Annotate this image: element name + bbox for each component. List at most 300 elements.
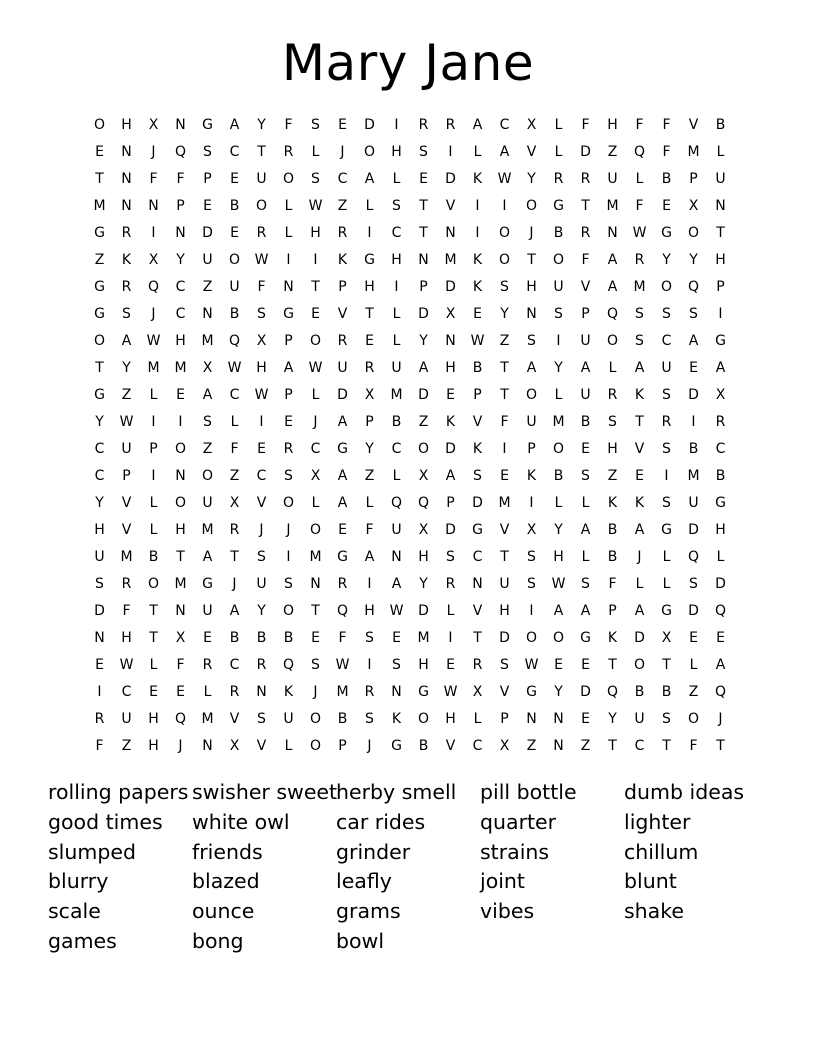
grid-letter: R: [445, 576, 456, 592]
grid-letter: B: [661, 171, 672, 187]
grid-letter: M: [687, 468, 700, 484]
grid-letter: O: [93, 333, 106, 349]
grid-letter: N: [121, 144, 132, 160]
grid-letter: C: [661, 333, 672, 349]
grid-letter: I: [286, 549, 291, 565]
grid-letter: U: [229, 279, 240, 295]
grid-letter: N: [553, 711, 564, 727]
grid-letter: I: [394, 279, 399, 295]
grid-letter: N: [472, 576, 483, 592]
grid-letter: X: [418, 468, 429, 484]
grid-letter: U: [580, 333, 591, 349]
grid-letter: E: [176, 684, 185, 700]
grid-letter: W: [119, 657, 134, 673]
grid-letter: H: [94, 522, 105, 538]
grid-letter: A: [337, 495, 348, 511]
grid-letter: P: [473, 387, 482, 403]
grid-letter: V: [256, 738, 267, 754]
grid-row: [86, 220, 736, 247]
grid-letter: S: [581, 468, 590, 484]
grid-letter: W: [308, 360, 323, 376]
grid-letter: E: [230, 171, 239, 187]
grid-letter: N: [553, 738, 564, 754]
grid-letter: J: [313, 414, 318, 430]
grid-letter: V: [337, 306, 348, 322]
grid-row: [86, 490, 736, 517]
grid-letter: V: [499, 522, 510, 538]
grid-letter: B: [229, 198, 240, 214]
grid-letter: O: [525, 630, 538, 646]
grid-letter: L: [203, 684, 212, 700]
grid-letter: H: [391, 144, 402, 160]
grid-letter: O: [282, 603, 295, 619]
grid-letter: A: [445, 468, 456, 484]
grid-letter: C: [391, 441, 402, 457]
grid-letter: M: [309, 549, 322, 565]
grid-letter: U: [391, 360, 402, 376]
grid-letter: L: [716, 549, 725, 565]
grid-letter: V: [472, 603, 483, 619]
grid-letter: A: [634, 603, 645, 619]
grid-letter: I: [151, 225, 156, 241]
grid-letter: G: [337, 549, 348, 565]
grid-letter: I: [502, 441, 507, 457]
grid-letter: X: [418, 522, 429, 538]
grid-letter: M: [201, 333, 214, 349]
grid-letter: D: [202, 225, 213, 241]
word-list-item: shake: [624, 899, 684, 924]
grid-letter: O: [282, 495, 295, 511]
grid-letter: Y: [500, 306, 509, 322]
grid-letter: E: [689, 360, 698, 376]
page-title: Mary Jane: [281, 34, 535, 92]
grid-letter: I: [151, 468, 156, 484]
grid-letter: X: [526, 522, 537, 538]
grid-letter: W: [443, 684, 458, 700]
grid-letter: L: [149, 522, 158, 538]
grid-letter: E: [446, 387, 455, 403]
grid-letter: M: [336, 684, 349, 700]
grid-letter: R: [256, 657, 267, 673]
grid-letter: D: [580, 684, 591, 700]
grid-letter: M: [201, 522, 214, 538]
grid-letter: L: [608, 360, 617, 376]
grid-letter: S: [311, 657, 320, 673]
grid-letter: Q: [714, 684, 727, 700]
grid-letter: L: [689, 657, 698, 673]
grid-letter: E: [419, 171, 428, 187]
grid-letter: Q: [228, 333, 241, 349]
grid-letter: L: [716, 144, 725, 160]
grid-letter: R: [121, 576, 132, 592]
grid-letter: Z: [94, 252, 105, 268]
grid-letter: R: [202, 657, 213, 673]
grid-letter: E: [446, 657, 455, 673]
grid-letter: S: [284, 576, 293, 592]
grid-letter: E: [95, 144, 104, 160]
grid-row: [86, 544, 736, 571]
grid-letter: X: [688, 198, 699, 214]
grid-row: [86, 652, 736, 679]
grid-letter: D: [418, 306, 429, 322]
grid-letter: F: [500, 414, 509, 430]
grid-letter: T: [95, 360, 104, 376]
grid-row: [86, 679, 736, 706]
grid-letter: N: [175, 468, 186, 484]
grid-letter: L: [311, 387, 320, 403]
grid-letter: N: [445, 225, 456, 241]
grid-letter: E: [500, 468, 509, 484]
grid-letter: D: [634, 630, 645, 646]
grid-letter: X: [229, 738, 240, 754]
grid-letter: R: [364, 684, 375, 700]
grid-row: [86, 463, 736, 490]
grid-letter: M: [606, 198, 619, 214]
grid-row: [86, 382, 736, 409]
grid-letter: N: [391, 549, 402, 565]
word-list-item: swisher sweet: [192, 780, 338, 804]
grid-letter: F: [581, 117, 590, 133]
grid-letter: H: [715, 522, 726, 538]
grid-letter: R: [364, 360, 375, 376]
grid-letter: O: [228, 252, 241, 268]
grid-letter: X: [229, 495, 240, 511]
grid-letter: P: [365, 414, 374, 430]
grid-letter: I: [259, 414, 264, 430]
grid-letter: X: [310, 468, 321, 484]
grid-letter: N: [526, 306, 537, 322]
grid-letter: L: [365, 198, 374, 214]
grid-letter: E: [230, 225, 239, 241]
grid-letter: S: [662, 306, 671, 322]
grid-letter: U: [499, 576, 510, 592]
grid-letter: A: [607, 252, 618, 268]
grid-letter: R: [418, 117, 429, 133]
grid-letter: B: [688, 441, 699, 457]
grid-letter: R: [256, 225, 267, 241]
grid-letter: K: [634, 387, 645, 403]
grid-letter: L: [473, 711, 482, 727]
grid-letter: P: [176, 198, 185, 214]
grid-letter: I: [97, 684, 102, 700]
grid-letter: S: [662, 495, 671, 511]
grid-letter: A: [364, 549, 375, 565]
grid-letter: S: [662, 711, 671, 727]
grid-letter: K: [607, 495, 618, 511]
grid-letter: K: [283, 684, 294, 700]
grid-letter: C: [229, 657, 240, 673]
grid-letter: W: [146, 333, 161, 349]
grid-letter: Y: [554, 360, 563, 376]
grid-letter: T: [500, 549, 509, 565]
grid-letter: G: [661, 522, 672, 538]
grid-letter: Y: [95, 414, 104, 430]
word-list-item: quarter: [480, 809, 557, 834]
grid-letter: B: [715, 468, 726, 484]
grid-letter: O: [174, 495, 187, 511]
grid-letter: O: [552, 441, 565, 457]
grid-letter: P: [338, 279, 347, 295]
grid-letter: D: [445, 441, 456, 457]
grid-letter: J: [340, 144, 345, 160]
grid-letter: R: [553, 171, 564, 187]
grid-letter: O: [525, 387, 538, 403]
word-list-item: friends: [192, 839, 263, 864]
grid-letter: J: [151, 144, 156, 160]
grid-letter: X: [202, 360, 213, 376]
grid-letter: J: [718, 711, 723, 727]
grid-letter: F: [662, 117, 671, 133]
word-list-item: good times: [48, 809, 163, 834]
grid-letter: X: [472, 684, 483, 700]
grid-letter: D: [499, 630, 510, 646]
grid-letter: M: [174, 360, 187, 376]
grid-letter: E: [257, 441, 266, 457]
grid-letter: C: [391, 225, 402, 241]
grid-letter: T: [527, 252, 536, 268]
grid-letter: B: [553, 468, 564, 484]
grid-row: [86, 733, 736, 760]
grid-letter: O: [633, 657, 646, 673]
word-list-item: strains: [480, 839, 550, 864]
grid-letter: L: [554, 144, 563, 160]
grid-letter: U: [94, 549, 105, 565]
grid-letter: C: [94, 468, 105, 484]
grid-letter: Y: [527, 171, 536, 187]
grid-letter: H: [175, 522, 186, 538]
grid-letter: D: [94, 603, 105, 619]
grid-letter: Z: [580, 738, 591, 754]
grid-letter: T: [311, 279, 320, 295]
grid-letter: J: [529, 225, 534, 241]
grid-row: [86, 436, 736, 463]
grid-letter: U: [634, 711, 645, 727]
grid-letter: E: [635, 468, 644, 484]
grid-letter: D: [715, 576, 726, 592]
grid-letter: P: [716, 279, 725, 295]
grid-letter: X: [364, 387, 375, 403]
grid-letter: U: [202, 252, 213, 268]
grid-letter: I: [502, 198, 507, 214]
grid-letter: S: [419, 144, 428, 160]
grid-row: [86, 598, 736, 625]
grid-letter: A: [121, 333, 132, 349]
grid-letter: J: [313, 684, 318, 700]
grid-letter: F: [122, 603, 131, 619]
grid-letter: I: [178, 414, 183, 430]
grid-letter: F: [662, 144, 671, 160]
grid-letter: T: [581, 198, 590, 214]
grid-letter: T: [230, 549, 239, 565]
grid-letter: W: [632, 225, 647, 241]
grid-letter: I: [664, 468, 669, 484]
grid-letter: G: [364, 252, 375, 268]
grid-letter: G: [472, 522, 483, 538]
grid-letter: S: [392, 198, 401, 214]
grid-letter: L: [662, 549, 671, 565]
grid-letter: A: [202, 387, 213, 403]
grid-letter: S: [527, 549, 536, 565]
grid-letter: N: [175, 117, 186, 133]
grid-letter: N: [256, 684, 267, 700]
grid-letter: U: [121, 441, 132, 457]
grid-letter: Y: [419, 576, 428, 592]
grid-letter: F: [608, 576, 617, 592]
grid-letter: U: [256, 171, 267, 187]
grid-letter: H: [121, 117, 132, 133]
grid-letter: V: [121, 522, 132, 538]
grid-letter: B: [256, 630, 267, 646]
grid-letter: Q: [633, 144, 646, 160]
grid-letter: R: [229, 522, 240, 538]
grid-letter: S: [527, 576, 536, 592]
grid-letter: C: [175, 279, 186, 295]
word-column: [624, 778, 768, 957]
grid-letter: I: [313, 252, 318, 268]
grid-letter: R: [580, 225, 591, 241]
grid-letter: I: [151, 414, 156, 430]
grid-letter: L: [311, 144, 320, 160]
grid-letter: S: [365, 630, 374, 646]
grid-letter: T: [419, 198, 428, 214]
grid-letter: W: [470, 333, 485, 349]
grid-letter: X: [175, 630, 186, 646]
grid-letter: I: [691, 414, 696, 430]
grid-letter: A: [391, 576, 402, 592]
grid-letter: B: [229, 306, 240, 322]
grid-letter: A: [472, 117, 483, 133]
grid-letter: N: [715, 198, 726, 214]
grid-letter: T: [716, 225, 725, 241]
grid-letter: H: [256, 360, 267, 376]
grid-letter: Q: [174, 711, 187, 727]
grid-letter: H: [148, 738, 159, 754]
grid-letter: V: [472, 414, 483, 430]
word-list-item: blazed: [192, 869, 260, 894]
grid-letter: U: [661, 360, 672, 376]
grid-letter: V: [580, 279, 591, 295]
grid-letter: O: [525, 198, 538, 214]
grid-letter: B: [553, 225, 564, 241]
grid-letter: C: [175, 306, 186, 322]
grid-letter: S: [581, 576, 590, 592]
grid-letter: Q: [606, 306, 619, 322]
word-list-item: herby smell: [336, 780, 457, 804]
grid-letter: X: [526, 117, 537, 133]
grid-letter: U: [256, 576, 267, 592]
grid-letter: H: [607, 117, 618, 133]
grid-letter: M: [444, 252, 457, 268]
word-list-item: ounce: [192, 899, 255, 924]
grid-letter: Z: [499, 333, 510, 349]
grid-letter: Y: [554, 684, 563, 700]
grid-letter: A: [715, 657, 726, 673]
grid-letter: L: [473, 144, 482, 160]
word-list-item: white owl: [192, 809, 290, 834]
grid-letter: A: [418, 360, 429, 376]
grid-letter: Y: [689, 252, 698, 268]
grid-letter: Z: [688, 684, 699, 700]
grid-letter: Z: [607, 468, 618, 484]
grid-letter: Q: [390, 495, 403, 511]
grid-letter: L: [554, 387, 563, 403]
grid-letter: G: [202, 117, 213, 133]
grid-letter: P: [581, 306, 590, 322]
grid-letter: O: [309, 711, 322, 727]
grid-letter: P: [284, 333, 293, 349]
grid-letter: S: [257, 549, 266, 565]
grid-letter: F: [95, 738, 104, 754]
grid-letter: W: [119, 414, 134, 430]
grid-letter: S: [257, 306, 266, 322]
grid-letter: G: [553, 198, 564, 214]
word-list: [48, 778, 788, 957]
grid-letter: S: [635, 306, 644, 322]
grid-letter: J: [637, 549, 642, 565]
grid-letter: Y: [608, 711, 617, 727]
grid-letter: N: [310, 576, 321, 592]
grid-letter: M: [552, 414, 565, 430]
grid-letter: K: [472, 252, 483, 268]
grid-letter: L: [554, 117, 563, 133]
grid-letter: I: [475, 198, 480, 214]
grid-letter: Q: [174, 144, 187, 160]
grid-letter: T: [149, 603, 158, 619]
grid-letter: W: [308, 198, 323, 214]
grid-letter: M: [417, 630, 430, 646]
grid-letter: I: [448, 144, 453, 160]
grid-letter: F: [176, 657, 185, 673]
grid-letter: B: [634, 684, 645, 700]
grid-letter: T: [257, 144, 266, 160]
grid-letter: Y: [662, 252, 671, 268]
grid-letter: T: [608, 738, 617, 754]
grid-letter: U: [553, 279, 564, 295]
grid-letter: E: [554, 657, 563, 673]
grid-letter: A: [580, 522, 591, 538]
grid-row: [86, 706, 736, 733]
grid-letter: S: [257, 711, 266, 727]
grid-letter: Z: [202, 441, 213, 457]
grid-letter: E: [581, 441, 590, 457]
grid-letter: R: [229, 684, 240, 700]
grid-letter: E: [284, 414, 293, 430]
word-list-item: rolling papers: [48, 780, 189, 804]
grid-letter: T: [365, 306, 374, 322]
word-column: [480, 778, 624, 957]
grid-letter: A: [526, 360, 537, 376]
grid-letter: E: [95, 657, 104, 673]
grid-letter: C: [634, 738, 645, 754]
grid-letter: S: [473, 468, 482, 484]
grid-letter: P: [122, 468, 131, 484]
grid-letter: C: [472, 549, 483, 565]
grid-letter: G: [94, 306, 105, 322]
grid-letter: R: [337, 225, 348, 241]
grid-letter: O: [498, 252, 511, 268]
grid-letter: A: [283, 360, 294, 376]
grid-letter: H: [310, 225, 321, 241]
grid-letter: J: [259, 522, 264, 538]
grid-letter: D: [418, 387, 429, 403]
grid-letter: M: [201, 711, 214, 727]
grid-letter: P: [284, 387, 293, 403]
grid-letter: P: [608, 603, 617, 619]
grid-letter: O: [93, 117, 106, 133]
grid-letter: Q: [687, 549, 700, 565]
grid-letter: A: [715, 360, 726, 376]
grid-row: [86, 625, 736, 652]
